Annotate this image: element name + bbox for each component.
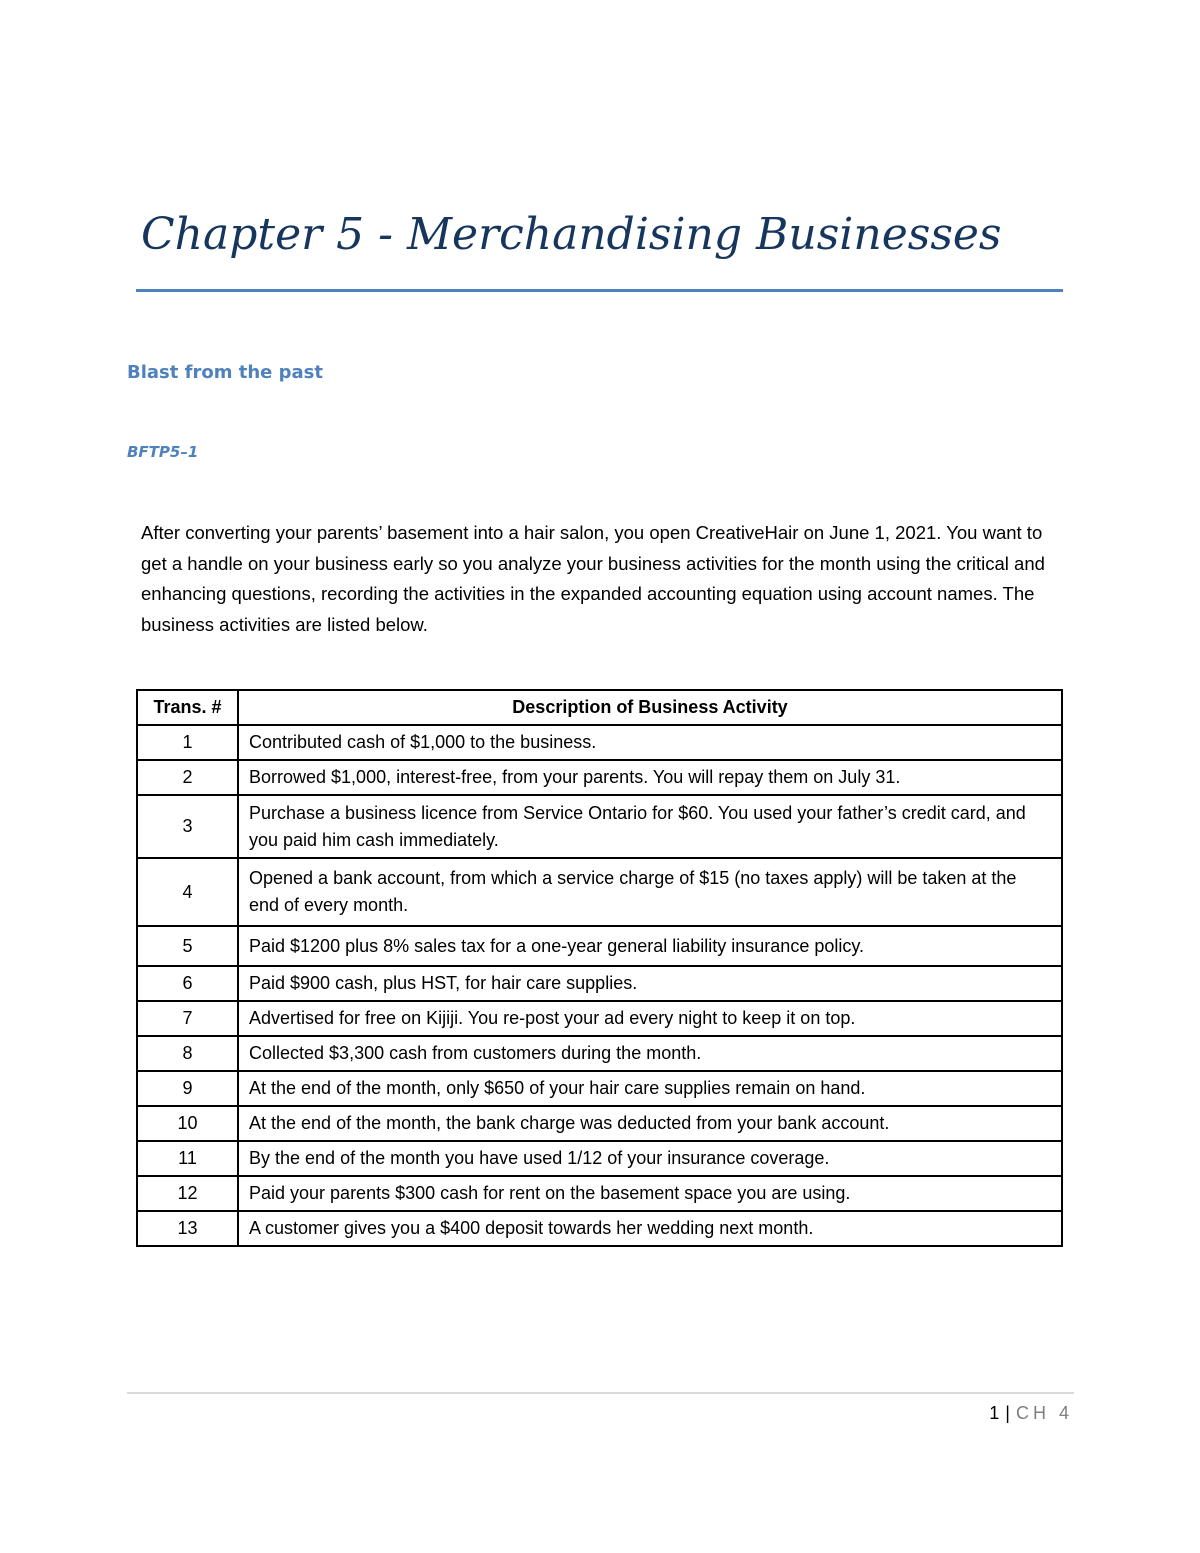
table-row (137, 1176, 1062, 1211)
trans-number-cell: 11 (137, 1141, 238, 1176)
trans-number-cell: 9 (137, 1071, 238, 1106)
trans-number-cell: 4 (137, 858, 238, 926)
description-cell: Opened a bank account, from which a service charge of $15 (no taxes apply) will be taken at the end of every month. (238, 858, 1062, 926)
description-cell: By the end of the month you have used 1/12 of your insurance coverage. (238, 1141, 1062, 1176)
description-cell: Collected $3,300 cash from customers during the month. (238, 1036, 1062, 1071)
trans-number-cell: 3 (137, 795, 238, 858)
description-cell: At the end of the month, only $650 of your hair care supplies remain on hand. (238, 1071, 1062, 1106)
description-cell: Paid $900 cash, plus HST, for hair care supplies. (238, 966, 1062, 1001)
table-row (137, 725, 1062, 760)
trans-number-cell: 6 (137, 966, 238, 1001)
trans-number-cell: 2 (137, 760, 238, 795)
table-row (137, 1001, 1062, 1036)
table-row (137, 795, 1062, 858)
description-cell: Contributed cash of $1,000 to the business. (238, 725, 1062, 760)
chapter-label: CH 4 (1015, 1403, 1073, 1423)
description-cell: A customer gives you a $400 deposit towards her wedding next month. (238, 1211, 1062, 1246)
table-header-row (137, 690, 1062, 725)
description-cell: Advertised for free on Kijiji. You re-post your ad every night to keep it on top. (238, 1001, 1062, 1036)
table-row (137, 1106, 1062, 1141)
column-header-trans-number: Trans. # (137, 690, 238, 725)
column-header-description: Description of Business Activity (238, 690, 1062, 725)
description-cell: Purchase a business licence from Service Ontario for $60. You used your father’s credit card, and you paid him cash immediately. (238, 795, 1062, 858)
footer-separator: | (1005, 1403, 1010, 1423)
table-row (137, 858, 1062, 926)
trans-number-cell: 13 (137, 1211, 238, 1246)
trans-number-cell: 1 (137, 725, 238, 760)
title-underline-divider (136, 289, 1063, 292)
description-cell: Borrowed $1,000, interest-free, from your parents. You will repay them on July 31. (238, 760, 1062, 795)
footer-divider (127, 1392, 1074, 1394)
chapter-title: Chapter 5 - Merchandising Businesses (141, 209, 1002, 260)
exercise-subheading: BFTP5–1 (127, 443, 199, 461)
business-activities-table (136, 689, 1063, 1247)
table-row (137, 1036, 1062, 1071)
table-row (137, 926, 1062, 966)
page-footer (989, 1400, 1073, 1426)
trans-number-cell: 7 (137, 1001, 238, 1036)
table-row (137, 966, 1062, 1001)
page-number: 1 (989, 1403, 1000, 1423)
description-cell: At the end of the month, the bank charge was deducted from your bank account. (238, 1106, 1062, 1141)
section-heading: Blast from the past (127, 362, 323, 383)
table-row (137, 1141, 1062, 1176)
table-row (137, 1211, 1062, 1246)
table-row (137, 1071, 1062, 1106)
description-cell: Paid $1200 plus 8% sales tax for a one-year general liability insurance policy. (238, 926, 1062, 966)
trans-number-cell: 5 (137, 926, 238, 966)
trans-number-cell: 10 (137, 1106, 238, 1141)
intro-paragraph: After converting your parents’ basement into a hair salon, you open CreativeHair on June 1, 2021. You want to get a handle on your business early so you analyze your business activities for the month using the critical and enhancing questions, recording the activities in the expanded accounting equation using account names. The business activities are listed below. (141, 522, 1045, 636)
trans-number-cell: 8 (137, 1036, 238, 1071)
description-cell: Paid your parents $300 cash for rent on the basement space you are using. (238, 1176, 1062, 1211)
table-row (137, 760, 1062, 795)
trans-number-cell: 12 (137, 1176, 238, 1211)
